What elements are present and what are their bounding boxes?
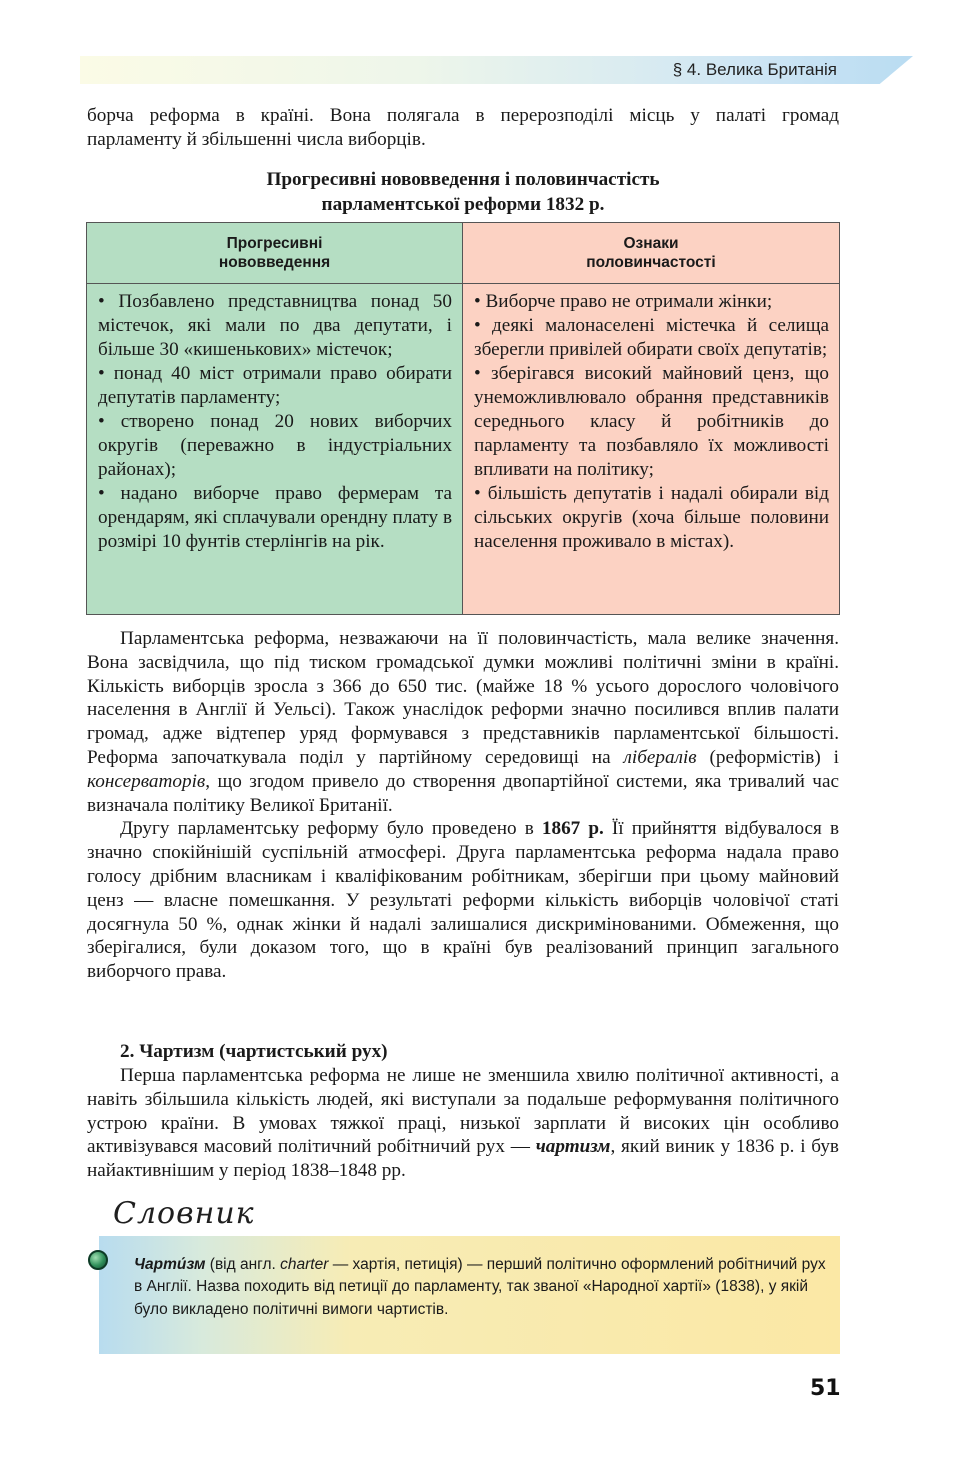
intro-paragraph [87,104,839,152]
glossary-definition [134,1254,826,1321]
section-title: § 4. Велика Британія [672,60,837,79]
intro-line: борча реформа в країні. Вона полягала в перерозподілі місць у палаті громад [87,105,839,126]
list-item: • надано виборче право фермерам та орендарям, які сплачували орендну плату в розмірі 10 фунтів стерлінгів на рік. [98,483,453,552]
section-heading-chartism: 2. Чартизм (чартистський рух) [120,1041,388,1062]
list-item: • деякі малонаселені містечка й селища зберегли привілей обирати своїх депутатів; [474,315,829,360]
term-chartism: чартизм [535,1136,611,1158]
text-run: (від англ. [205,1256,281,1273]
term-conservatives: консерваторів [87,770,206,792]
header-text: половинчастості [586,254,716,271]
page-number: 51 [810,1376,841,1401]
table-title-line: Прогресивні нововведення і половинчастість [266,169,660,190]
text-run: , що згодом привело до створення двопартійної системи, яка тривалий час визначала політику Великої Британії. [87,770,839,816]
glossary-label: Словник [113,1196,255,1231]
glossary-term: Чарти́зм [134,1256,206,1273]
text-run: Парламентська реформа, незважаючи на її половинчастість, мала велике значення. Вона засвідчила, що під тиском громадської думки можливі політичні зміни в країні. Кількість виборців зросла з 366 до 650 тис. (майже 18 % усього дорослого чоловічого населення в Англії й Уельсі). Також унаслідок реформи значно посилився вплив палати громад, адже відтепер уряд формувався з представників парламентської більшості. Реформа започаткувала поділ у партійному середовищі на [87,628,839,768]
header-text: Ознаки [623,235,679,252]
reform-table [86,222,840,615]
list-item: • створено понад 20 нових виборчих округів (переважно в індустріальних районах); [98,411,452,480]
text-run: Другу парламентську реформу було проведено в [120,818,542,840]
year-1867: 1867 р. [541,818,604,840]
term-liberals: лібералів [623,746,697,768]
glossary-english-word: charter [280,1256,329,1273]
paragraph-reform-significance [87,627,839,817]
chartism-paragraph [87,1064,839,1183]
body-text [87,627,839,984]
table-cell-progressive [87,284,463,615]
table-cell-halfheartedness [463,284,840,615]
intro-line: парламенту й збільшенні числа виборців. [87,128,426,150]
list-item: • Виборче право не отримали жінки; [474,291,773,312]
list-item: • зберігався високий майновий ценз, що унеможливлювало обрання представників середнього класу й робітників до парламенту та позбавляло їх можливості впливати на політику; [474,363,829,480]
text-run: , який виник у 1836 р. і був найактивнішим у період 1838–1848 рр. [87,1136,839,1182]
text-run: — хартія, петиція) — перший політично оформлений робітничий рух в Англії. Назва походить від петиції до парламенту, так званої «Народної хартії» (1838), у якій було викладено політичні вимоги чартистів. [134,1256,826,1318]
header-text: нововведення [218,254,331,271]
list-item: • Позбавлено представництва понад 50 містечок, які мали по два депутати, і більше 30 «кишенькових» містечок; [98,291,452,360]
bullet-dot-icon [88,1250,108,1270]
list-item: • більшість депутатів і надалі обирали від сільських округів (хоча більше половини населення проживало в містах). [474,483,829,552]
paragraph-second-reform [87,817,839,984]
table-title [87,167,839,217]
list-item: • понад 40 міст отримали право обирати депутатів парламенту; [98,363,452,408]
table-header-progressive [87,223,463,284]
text-run: Перша парламентська реформа не лише не зменшила хвилю політичної активності, а навіть збільшила кількість людей, які виступали за подальше реформування політичного устрою країни. В умовах тяжкої праці, низької зарплати й високих цін особливо активізувався масовий політичний робітничий рух — [87,1065,839,1158]
table-header-halfheartedness [463,223,840,284]
table-title-line: парламентської реформи 1832 р. [321,194,605,215]
header-text: Прогресивні [226,235,323,252]
text-run: Її прийняття відбувалося в значно спокійнішій суспільній атмосфері. Друга парламентська реформа надала право голосу дрібним власникам і кваліфікованим робітникам, зберігши при цьому майновий ценз — власне помешкання. У результаті реформи кількість виборців чоловічої статі досягнула 50 %, однак жінки й надалі залишалися дискримінованими. Обмеження, що зберігалися, були доказом того, що в країні був реалізований принцип загального виборчого права. [87,818,840,983]
text-run: (реформістів) і [696,746,839,768]
paragraph-chartism [87,1064,839,1183]
